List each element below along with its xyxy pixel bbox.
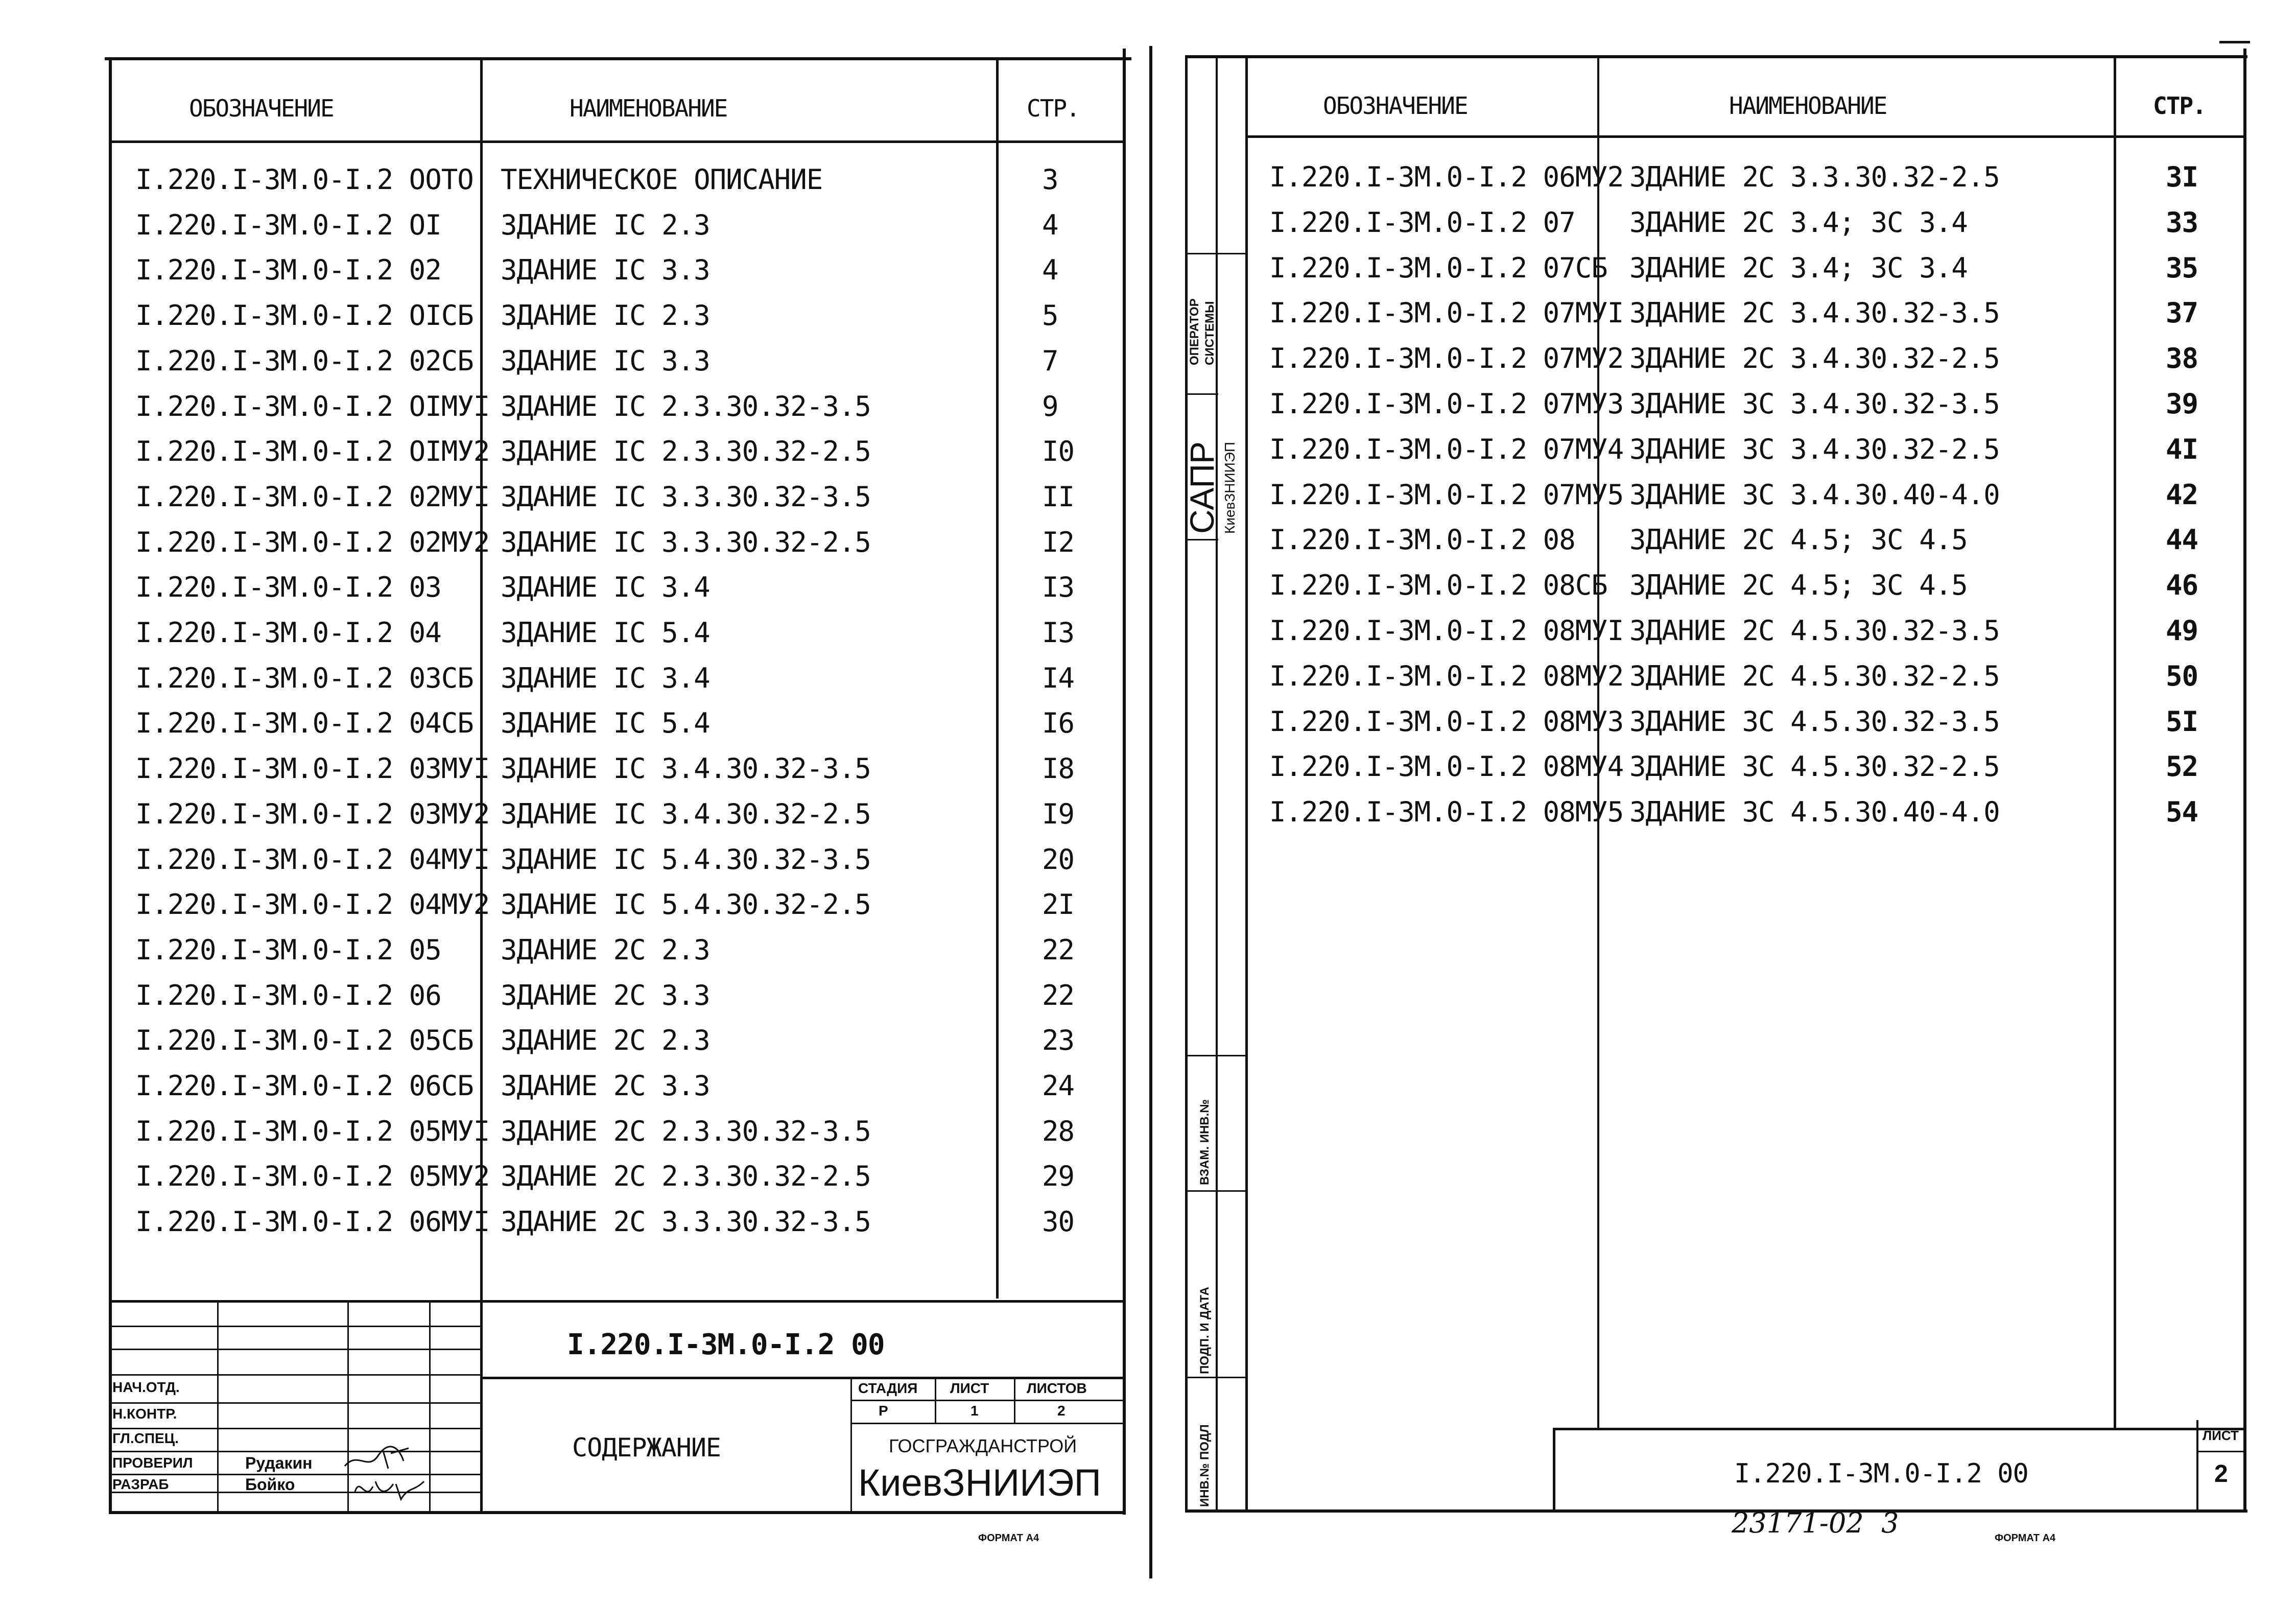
- right-row-name: ЗДАНИЕ 3C 3.4.30.40-4.0: [1629, 478, 2000, 511]
- signature-razrab: [352, 1471, 429, 1507]
- right-row-page: 38: [2166, 342, 2198, 375]
- right-row-page: 52: [2166, 750, 2198, 783]
- left-stage-v1: [850, 1377, 852, 1512]
- left-row-name: ЗДАНИЕ IC 2.3: [501, 208, 710, 241]
- side-inv-zam: ВЗАМ. ИНВ.№: [1198, 1099, 1212, 1185]
- right-titleblock-left: [1553, 1428, 1555, 1512]
- role-gl-spec: ГЛ.СПЕЦ.: [112, 1430, 179, 1446]
- side-sep-6: [1185, 1377, 1246, 1378]
- left-row-code: I.220.I-3M.0-I.2 04MУ2: [135, 888, 490, 921]
- left-row-page: 28: [1042, 1115, 1075, 1147]
- left-row-page: 22: [1042, 933, 1075, 966]
- right-row-page: 54: [2166, 796, 2198, 829]
- left-row-code: I.220.I-3M.0-I.2 04MУI: [135, 843, 490, 876]
- right-frame-left: [1185, 55, 1188, 1511]
- left-row-name: ЗДАНИЕ IC 5.4.30.32-3.5: [501, 843, 871, 876]
- left-stage-h2: [850, 1423, 1125, 1424]
- right-sheetbox-h: [2196, 1451, 2245, 1452]
- left-frame-right: [1123, 49, 1126, 1515]
- side-inv-orig: ИНВ.№ ПОДЛ: [1198, 1424, 1212, 1507]
- name-razrab: Бойко: [245, 1475, 295, 1494]
- right-row-code: I.220.I-3M.0-I.2 07MУ3: [1269, 388, 1624, 420]
- right-row-name: ЗДАНИЕ 2C 4.5.30.32-3.5: [1629, 615, 2000, 647]
- right-row-name: ЗДАНИЕ 2C 4.5.30.32-2.5: [1629, 659, 2000, 692]
- left-row-name: ЗДАНИЕ 2C 2.3.30.32-2.5: [501, 1160, 871, 1193]
- right-row-name: ЗДАНИЕ 3C 4.5.30.32-2.5: [1629, 750, 2000, 783]
- right-row-code: I.220.I-3M.0-I.2 07MУ2: [1269, 342, 1624, 375]
- left-row-name: ТЕХНИЧЕСКОЕ ОПИСАНИЕ: [501, 163, 823, 196]
- center-divider: [1149, 46, 1152, 1578]
- left-tb-v1: [217, 1300, 219, 1512]
- left-row-code: I.220.I-3M.0-I.2 06: [135, 979, 441, 1011]
- role-razrab: РАЗРАБ: [112, 1476, 169, 1492]
- side-sep-1: [1185, 253, 1246, 254]
- left-row-name: ЗДАНИЕ IC 3.4.30.32-3.5: [501, 752, 871, 785]
- sheet-label: ЛИСТ: [950, 1380, 989, 1396]
- left-row-name: ЗДАНИЕ 2C 3.3: [501, 1070, 710, 1102]
- left-row-name: ЗДАНИЕ IC 3.3.30.32-3.5: [501, 480, 871, 513]
- left-tb-h5: [109, 1428, 480, 1429]
- role-proveril: ПРОВЕРИЛ: [112, 1455, 193, 1471]
- left-row-page: 29: [1042, 1160, 1075, 1193]
- stage-label: СТАДИЯ: [858, 1380, 918, 1396]
- right-titleblock-top: [1553, 1428, 2245, 1430]
- left-tb-h2: [109, 1349, 480, 1350]
- right-format: ФОРМАТ А4: [1995, 1532, 2056, 1544]
- left-row-code: I.220.I-3M.0-I.2 03CБ: [135, 662, 474, 694]
- left-row-name: ЗДАНИЕ IC 2.3: [501, 299, 710, 332]
- left-tb-h4: [109, 1402, 480, 1404]
- left-row-code: I.220.I-3M.0-I.2 02MУI: [135, 480, 490, 513]
- left-col-divider-1: [480, 57, 483, 1513]
- right-row-name: ЗДАНИЕ 3C 3.4.30.32-2.5: [1629, 433, 2000, 465]
- left-row-code: I.220.I-3M.0-I.2 OICБ: [135, 299, 474, 332]
- left-row-code: I.220.I-3M.0-I.2 05MУ2: [135, 1160, 490, 1193]
- left-row-code: I.220.I-3M.0-I.2 02CБ: [135, 344, 474, 377]
- side-sep-4: [1185, 1055, 1246, 1056]
- left-row-name: ЗДАНИЕ IC 5.4.30.32-2.5: [501, 888, 871, 921]
- left-row-page: 3: [1042, 163, 1058, 196]
- left-row-page: 4: [1042, 208, 1058, 241]
- left-row-name: ЗДАНИЕ 2C 2.3: [501, 933, 710, 966]
- side-system: СИСТЕМЫ: [1203, 301, 1217, 365]
- right-side-strip-line2: [1245, 55, 1248, 1511]
- left-header-code: ОБОЗНАЧЕНИЕ: [189, 95, 334, 122]
- left-row-page: I4: [1042, 662, 1075, 694]
- right-header-rule: [1246, 135, 2245, 138]
- left-doc-code: I.220.I-3M.0-I.2 00: [567, 1328, 885, 1361]
- left-row-page: I6: [1042, 707, 1075, 740]
- left-tb-h3: [109, 1374, 480, 1376]
- left-row-name: ЗДАНИЕ IC 3.3.30.32-2.5: [501, 526, 871, 558]
- right-row-code: I.220.I-3M.0-I.2 08MУ2: [1269, 659, 1624, 692]
- left-row-code: I.220.I-3M.0-I.2 OI: [135, 208, 441, 241]
- right-row-page: 46: [2166, 569, 2198, 602]
- right-frame-top: [1185, 55, 2247, 58]
- left-row-code: I.220.I-3M.0-I.2 05: [135, 933, 441, 966]
- left-row-code: I.220.I-3M.0-I.2 OIMУ2: [135, 435, 490, 468]
- role-nach-otd: НАЧ.ОТД.: [112, 1379, 180, 1395]
- sheets-label: ЛИСТОВ: [1027, 1380, 1087, 1396]
- right-header-code: ОБОЗНАЧЕНИЕ: [1323, 92, 1467, 120]
- left-row-page: 20: [1042, 843, 1075, 876]
- right-row-name: ЗДАНИЕ 2C 3.4; 3C 3.4: [1629, 206, 1968, 239]
- role-n-kontr: Н.КОНТР.: [112, 1406, 177, 1422]
- right-row-code: I.220.I-3M.0-I.2 08: [1269, 524, 1575, 556]
- right-row-name: ЗДАНИЕ 2C 3.4.30.32-3.5: [1629, 297, 2000, 329]
- left-titleblock-top: [109, 1300, 1125, 1303]
- left-row-code: I.220.I-3M.0-I.2 06CБ: [135, 1070, 474, 1102]
- left-row-name: ЗДАНИЕ IC 3.4: [501, 571, 710, 604]
- right-row-page: 50: [2166, 659, 2198, 692]
- right-row-page: 35: [2166, 251, 2198, 284]
- left-row-page: I0: [1042, 435, 1075, 468]
- right-row-name: ЗДАНИЕ 3C 4.5.30.32-3.5: [1629, 705, 2000, 738]
- left-tb-h1: [109, 1326, 480, 1327]
- left-row-code: I.220.I-3M.0-I.2 05CБ: [135, 1024, 474, 1057]
- left-tb-v3: [429, 1300, 431, 1512]
- right-col-divider-2: [2114, 55, 2116, 1429]
- left-row-page: 30: [1042, 1206, 1075, 1238]
- left-row-name: ЗДАНИЕ IC 3.3: [501, 344, 710, 377]
- left-row-page: 9: [1042, 390, 1058, 422]
- left-row-name: ЗДАНИЕ IC 3.4.30.32-2.5: [501, 797, 871, 830]
- left-doc-title: СОДЕРЖАНИЕ: [572, 1433, 721, 1463]
- right-row-name: ЗДАНИЕ 2C 4.5; 3C 4.5: [1629, 569, 1968, 602]
- right-frame-right: [2243, 49, 2246, 1512]
- stage-value: Р: [879, 1403, 888, 1419]
- right-row-code: I.220.I-3M.0-I.2 08CБ: [1269, 569, 1607, 602]
- left-row-code: I.220.I-3M.0-I.2 OIMУI: [135, 390, 490, 422]
- left-header-page: СТР.: [1027, 95, 1079, 122]
- left-row-code: I.220.I-3M.0-I.2 05MУI: [135, 1115, 490, 1147]
- left-row-name: ЗДАНИЕ 2C 3.3: [501, 979, 710, 1011]
- sheets-value: 2: [1057, 1403, 1066, 1419]
- side-sapr: САПР: [1183, 441, 1221, 534]
- left-row-page: 2I: [1042, 888, 1075, 921]
- right-row-page: 4I: [2166, 433, 2198, 465]
- right-row-code: I.220.I-3M.0-I.2 06MУ2: [1269, 161, 1624, 193]
- left-row-name: ЗДАНИЕ 2C 2.3: [501, 1024, 710, 1057]
- left-row-name: ЗДАНИЕ IC 2.3.30.32-3.5: [501, 390, 871, 422]
- left-row-code: I.220.I-3M.0-I.2 02MУ2: [135, 526, 490, 558]
- right-sheet-no: 2: [2214, 1460, 2228, 1488]
- right-row-code: I.220.I-3M.0-I.2 07MУ5: [1269, 478, 1624, 511]
- handwritten-number: 23171-02 3: [1732, 1507, 1899, 1539]
- side-org: КиевЗНИИЭП: [1222, 441, 1238, 534]
- right-row-page: 33: [2166, 206, 2198, 239]
- left-frame-top: [105, 57, 1131, 60]
- right-header-page: СТР.: [2153, 92, 2206, 120]
- right-row-name: ЗДАНИЕ 2C 3.4; 3C 3.4: [1629, 251, 1968, 284]
- right-row-page: 5I: [2166, 705, 2198, 738]
- left-row-page: 7: [1042, 344, 1058, 377]
- sheet-value: 1: [971, 1403, 979, 1419]
- left-row-name: ЗДАНИЕ 2C 3.3.30.32-3.5: [501, 1206, 871, 1238]
- left-row-page: I2: [1042, 526, 1075, 558]
- left-row-name: ЗДАНИЕ IC 3.4: [501, 662, 710, 694]
- right-row-code: I.220.I-3M.0-I.2 08MУI: [1269, 615, 1624, 647]
- right-row-name: ЗДАНИЕ 3C 4.5.30.40-4.0: [1629, 796, 2000, 829]
- left-col-divider-2: [996, 57, 999, 1299]
- right-doc-code: I.220.I-3M.0-I.2 00: [1734, 1458, 2028, 1489]
- left-row-page: 4: [1042, 254, 1058, 287]
- right-row-page: 3I: [2166, 161, 2198, 193]
- side-sep-5: [1185, 1190, 1246, 1192]
- left-row-page: I8: [1042, 752, 1075, 785]
- left-row-page: 5: [1042, 299, 1058, 332]
- left-tb-v2: [347, 1300, 349, 1512]
- left-row-code: I.220.I-3M.0-I.2 03MУI: [135, 752, 490, 785]
- left-row-page: I3: [1042, 571, 1075, 604]
- right-row-name: ЗДАНИЕ 2C 4.5; 3C 4.5: [1629, 524, 1968, 556]
- left-row-page: 23: [1042, 1024, 1075, 1057]
- left-row-page: I9: [1042, 797, 1075, 830]
- right-row-code: I.220.I-3M.0-I.2 07CБ: [1269, 251, 1607, 284]
- left-row-page: II: [1042, 480, 1075, 513]
- right-row-code: I.220.I-3M.0-I.2 07MУ4: [1269, 433, 1624, 465]
- right-sheetbox-left: [2196, 1420, 2198, 1512]
- left-row-code: I.220.I-3M.0-I.2 04: [135, 617, 441, 649]
- org-main: КиевЗНИИЭП: [858, 1461, 1101, 1504]
- right-row-code: I.220.I-3M.0-I.2 07MУI: [1269, 297, 1624, 329]
- right-sheet-label: ЛИСТ: [2203, 1428, 2239, 1443]
- right-row-name: ЗДАНИЕ 3C 3.4.30.32-3.5: [1629, 388, 2000, 420]
- right-row-code: I.220.I-3M.0-I.2 08MУ4: [1269, 750, 1624, 783]
- left-row-page: 24: [1042, 1070, 1075, 1102]
- left-row-page: 22: [1042, 979, 1075, 1011]
- right-row-code: I.220.I-3M.0-I.2 07: [1269, 206, 1575, 239]
- right-row-page: 42: [2166, 478, 2198, 511]
- left-header-name: НАИМЕНОВАНИЕ: [570, 95, 727, 122]
- right-row-page: 39: [2166, 388, 2198, 420]
- side-sign-date: ПОДП. И ДАТА: [1198, 1287, 1212, 1374]
- left-row-code: I.220.I-3M.0-I.2 06MУI: [135, 1206, 490, 1238]
- right-side-strip-line1: [1216, 55, 1218, 1511]
- side-sep-3: [1185, 539, 1218, 540]
- left-row-code: I.220.I-3M.0-I.2 OOTO: [135, 163, 474, 196]
- name-proveril: Рудакин: [245, 1454, 313, 1472]
- left-tb-h6: [109, 1451, 480, 1452]
- right-row-name: ЗДАНИЕ 2C 3.4.30.32-2.5: [1629, 342, 2000, 375]
- left-stage-h1: [850, 1400, 1125, 1401]
- right-row-page: 49: [2166, 615, 2198, 647]
- right-corner-mark: [2219, 41, 2250, 43]
- left-titleblock-mid: [480, 1377, 1125, 1379]
- left-row-name: ЗДАНИЕ IC 2.3.30.32-2.5: [501, 435, 871, 468]
- right-row-name: ЗДАНИЕ 2C 3.3.30.32-2.5: [1629, 161, 2000, 193]
- left-format: ФОРМАТ А4: [978, 1532, 1039, 1544]
- right-row-code: I.220.I-3M.0-I.2 08MУ3: [1269, 705, 1624, 738]
- left-row-code: I.220.I-3M.0-I.2 02: [135, 254, 441, 287]
- right-header-name: НАИМЕНОВАНИЕ: [1729, 92, 1887, 120]
- left-row-name: ЗДАНИЕ IC 5.4: [501, 707, 710, 740]
- left-row-name: ЗДАНИЕ IC 5.4: [501, 617, 710, 649]
- left-header-rule: [109, 140, 1125, 143]
- left-row-code: I.220.I-3M.0-I.2 04CБ: [135, 707, 474, 740]
- left-frame-bottom: [109, 1511, 1125, 1514]
- left-row-name: ЗДАНИЕ 2C 2.3.30.32-3.5: [501, 1115, 871, 1147]
- left-row-page: I3: [1042, 617, 1075, 649]
- left-row-name: ЗДАНИЕ IC 3.3: [501, 254, 710, 287]
- right-row-code: I.220.I-3M.0-I.2 08MУ5: [1269, 796, 1624, 829]
- side-sep-2: [1185, 393, 1218, 395]
- org-top: ГОСГРАЖДАНСТРОЙ: [889, 1435, 1077, 1456]
- right-row-page: 44: [2166, 524, 2198, 556]
- side-operator: ОПЕРАТОР: [1188, 298, 1201, 365]
- right-row-page: 37: [2166, 297, 2198, 329]
- left-frame-left: [109, 57, 112, 1513]
- right-frame-bottom: [1185, 1509, 2247, 1513]
- left-row-code: I.220.I-3M.0-I.2 03: [135, 571, 441, 604]
- left-row-code: I.220.I-3M.0-I.2 03MУ2: [135, 797, 490, 830]
